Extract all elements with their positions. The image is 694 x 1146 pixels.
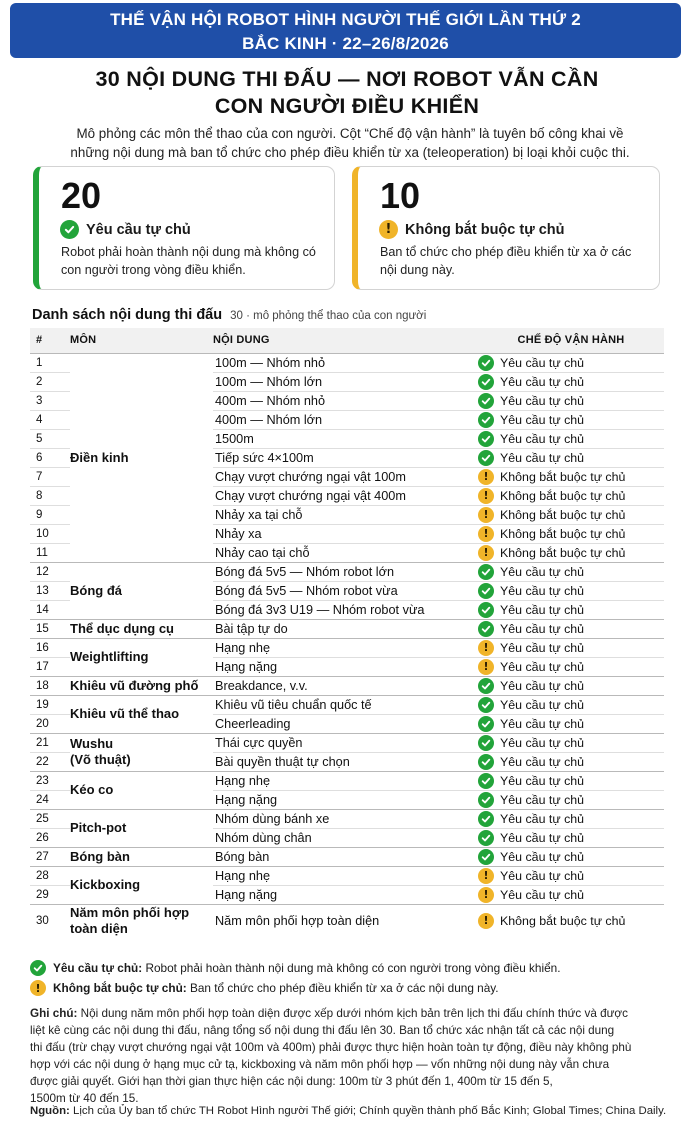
row-number: 23 xyxy=(30,771,70,790)
operation-mode xyxy=(478,676,664,695)
banner-title: THẾ VẬN HỘI ROBOT HÌNH NGƯỜI THẾ GIỚI LẦN THỨ 2 xyxy=(110,10,581,29)
operation-mode-label: Yêu cầu tự chủ xyxy=(500,868,585,883)
check-circle-icon xyxy=(478,621,494,637)
table-row xyxy=(30,695,664,714)
event-name: Năm môn phối hợp toàn diện xyxy=(213,904,478,937)
warning-circle-icon: ! xyxy=(30,980,46,996)
operation-mode-label: Không bắt buộc tự chủ xyxy=(500,545,626,560)
intro-text xyxy=(40,125,660,162)
check-circle-icon xyxy=(478,849,494,865)
operation-mode-wrap xyxy=(478,392,664,410)
event-name: Thái cực quyền xyxy=(213,733,478,752)
check-circle-icon xyxy=(478,754,494,770)
row-number: 29 xyxy=(30,885,70,904)
operation-mode-label: Yêu cầu tự chủ xyxy=(500,393,585,408)
event-name: Bóng đá 5v5 — Nhóm robot lớn xyxy=(213,562,478,581)
operation-mode-label: Yêu cầu tự chủ xyxy=(500,811,585,826)
operation-mode-wrap xyxy=(478,487,664,505)
intro-line-2: những nội dung mà ban tổ chức cho phép điều khiển từ xa (teleoperation) bị loại khỏi cuộc thi. xyxy=(70,144,630,160)
row-number: 3 xyxy=(30,391,70,410)
operation-mode xyxy=(478,695,664,714)
event-name: Nhóm dùng chân xyxy=(213,828,478,847)
table-row xyxy=(30,771,664,790)
banner-dates: BẮC KINH · 22–26/8/2026 xyxy=(242,34,449,53)
not-required-description xyxy=(380,243,650,279)
operation-mode xyxy=(478,847,664,866)
operation-mode-wrap xyxy=(478,449,664,467)
table-row xyxy=(30,676,664,695)
legend-item-autonomous xyxy=(30,958,670,978)
row-number: 13 xyxy=(30,581,70,600)
legend xyxy=(30,958,670,998)
row-number: 4 xyxy=(30,410,70,429)
row-number: 2 xyxy=(30,372,70,391)
operation-mode-wrap xyxy=(478,563,664,581)
operation-mode-wrap xyxy=(478,912,664,930)
operation-mode-wrap xyxy=(478,525,664,543)
operation-mode-label: Không bắt buộc tự chủ xyxy=(500,507,626,522)
operation-mode-label: Yêu cầu tự chủ xyxy=(500,412,585,427)
row-number: 14 xyxy=(30,600,70,619)
event-name: Bóng đá 3v3 U19 — Nhóm robot vừa xyxy=(213,600,478,619)
row-number: 7 xyxy=(30,467,70,486)
table-row xyxy=(30,733,664,752)
check-circle-icon xyxy=(60,220,79,239)
table-row xyxy=(30,562,664,581)
warning-circle-icon: ! xyxy=(478,488,494,504)
warning-circle-icon: ! xyxy=(379,220,398,239)
autonomous-desc-line-2: con người trong vòng điều khiển. xyxy=(61,263,246,277)
operation-mode xyxy=(478,809,664,828)
section-subtitle: 30 · mô phỏng thể thao của con người xyxy=(230,310,427,322)
source-label: Nguồn: xyxy=(30,1105,70,1117)
row-number: 11 xyxy=(30,543,70,562)
warning-circle-icon: ! xyxy=(478,659,494,675)
row-number: 8 xyxy=(30,486,70,505)
sport-name: Kickboxing xyxy=(70,866,213,904)
event-name: Bài tập tự do xyxy=(213,619,478,638)
header-num: # xyxy=(30,328,70,353)
event-name: Hạng nhẹ xyxy=(213,638,478,657)
operation-mode-wrap xyxy=(478,848,664,866)
event-name: Cheerleading xyxy=(213,714,478,733)
operation-mode-wrap xyxy=(478,772,664,790)
warning-circle-icon: ! xyxy=(478,545,494,561)
event-name: 400m — Nhóm nhỏ xyxy=(213,391,478,410)
note-line-1 xyxy=(30,1005,666,1022)
warning-circle-icon: ! xyxy=(478,640,494,656)
table-row xyxy=(30,866,664,885)
table-row xyxy=(30,638,664,657)
events-table xyxy=(30,328,664,937)
operation-mode-label: Yêu cầu tự chủ xyxy=(500,431,585,446)
event-name: Hạng nặng xyxy=(213,790,478,809)
operation-mode-wrap xyxy=(478,373,664,391)
operation-mode-label: Yêu cầu tự chủ xyxy=(500,564,585,579)
event-name: Bóng bàn xyxy=(213,847,478,866)
operation-mode xyxy=(478,429,664,448)
not-required-desc-line-2: nội dung này. xyxy=(380,263,455,277)
row-number: 9 xyxy=(30,505,70,524)
sport-name: Năm môn phối hợp toàn diện xyxy=(70,904,213,937)
operation-mode-wrap xyxy=(478,734,664,752)
row-number: 22 xyxy=(30,752,70,771)
warning-circle-icon: ! xyxy=(478,469,494,485)
header-sport: MÔN xyxy=(70,328,213,353)
legend-text-autonomous xyxy=(53,958,561,978)
section-title xyxy=(32,307,426,323)
operation-mode-label: Không bắt buộc tự chủ xyxy=(500,913,626,928)
note-line-4: hợp với các nội dung ở hạng mục cử tạ, kickboxing và năm môn phối hợp — vốn những nội dung này vẫn chưa xyxy=(30,1058,610,1071)
sport-name: Bóng bàn xyxy=(70,847,213,866)
check-circle-icon xyxy=(478,735,494,751)
legend-desc-autonomous: Robot phải hoàn thành nội dung mà không có con người trong vòng điều khiển. xyxy=(145,961,561,975)
not-required-heading xyxy=(379,220,565,239)
operation-mode-label: Yêu cầu tự chủ xyxy=(500,678,585,693)
operation-mode xyxy=(478,752,664,771)
event-banner xyxy=(10,3,681,58)
operation-mode-wrap xyxy=(478,506,664,524)
row-number: 25 xyxy=(30,809,70,828)
legend-label-autonomous: Yêu cầu tự chủ: xyxy=(53,961,143,975)
row-number: 5 xyxy=(30,429,70,448)
operation-mode-wrap xyxy=(478,829,664,847)
event-name: Nhảy xa tại chỗ xyxy=(213,505,478,524)
operation-mode-label: Yêu cầu tự chủ xyxy=(500,640,585,655)
operation-mode-label: Không bắt buộc tự chủ xyxy=(500,526,626,541)
table-row xyxy=(30,809,664,828)
event-name: Bài quyền thuật tự chọn xyxy=(213,752,478,771)
operation-mode xyxy=(478,505,664,524)
row-number: 17 xyxy=(30,657,70,676)
row-number: 10 xyxy=(30,524,70,543)
autonomous-desc-line-1: Robot phải hoàn thành nội dung mà không có xyxy=(61,245,316,259)
warning-circle-icon: ! xyxy=(478,887,494,903)
operation-mode-label: Yêu cầu tự chủ xyxy=(500,887,585,902)
row-number: 26 xyxy=(30,828,70,847)
operation-mode-wrap xyxy=(478,582,664,600)
check-circle-icon xyxy=(478,773,494,789)
operation-mode-wrap xyxy=(478,639,664,657)
operation-mode-wrap xyxy=(478,753,664,771)
operation-mode xyxy=(478,372,664,391)
operation-mode-wrap xyxy=(478,867,664,885)
operation-mode-wrap xyxy=(478,696,664,714)
operation-mode-label: Yêu cầu tự chủ xyxy=(500,374,585,389)
operation-mode xyxy=(478,562,664,581)
operation-mode-wrap xyxy=(478,658,664,676)
sport-name: Khiêu vũ thể thao xyxy=(70,695,213,733)
sport-name: Pitch-pot xyxy=(70,809,213,847)
check-circle-icon xyxy=(478,412,494,428)
operation-mode-label: Yêu cầu tự chủ xyxy=(500,450,585,465)
operation-mode-wrap xyxy=(478,886,664,904)
event-name: 100m — Nhóm nhỏ xyxy=(213,353,478,372)
note xyxy=(30,1005,666,1107)
table-header-row xyxy=(30,328,664,353)
check-circle-icon xyxy=(478,830,494,846)
event-name: Hạng nặng xyxy=(213,657,478,676)
event-name: Chạy vượt chướng ngại vật 400m xyxy=(213,486,478,505)
row-number: 24 xyxy=(30,790,70,809)
operation-mode-label: Yêu cầu tự chủ xyxy=(500,773,585,788)
operation-mode-label: Yêu cầu tự chủ xyxy=(500,830,585,845)
check-circle-icon xyxy=(478,792,494,808)
legend-desc-not-required: Ban tổ chức cho phép điều khiển từ xa ở các nội dung này. xyxy=(189,981,499,995)
autonomous-description xyxy=(61,243,331,279)
operation-mode-label: Yêu cầu tự chủ xyxy=(500,659,585,674)
note-line-3: thi đấu (trừ chạy vượt chướng ngại vật 100m và 400m) phải được thực hiện hoàn toàn tự động, điều này không phù xyxy=(30,1041,632,1054)
check-circle-icon xyxy=(478,393,494,409)
row-number: 30 xyxy=(30,904,70,937)
legend-label-not-required: Không bắt buộc tự chủ: xyxy=(53,981,187,995)
sport-name: Điền kinh xyxy=(70,353,213,562)
sport-name: Thể dục dụng cụ xyxy=(70,619,213,638)
header-event: NỘI DUNG xyxy=(213,328,478,353)
warning-circle-icon: ! xyxy=(478,913,494,929)
event-name: Nhảy xa xyxy=(213,524,478,543)
check-circle-icon xyxy=(478,811,494,827)
row-number: 12 xyxy=(30,562,70,581)
operation-mode-wrap xyxy=(478,430,664,448)
operation-mode xyxy=(478,619,664,638)
operation-mode-wrap xyxy=(478,601,664,619)
operation-mode xyxy=(478,904,664,937)
operation-mode xyxy=(478,467,664,486)
intro-line-1: Mô phỏng các môn thể thao của con người. Cột “Chế độ vận hành” là tuyên bố công khai về xyxy=(76,126,624,141)
event-name: Hạng nặng xyxy=(213,885,478,904)
event-name: 100m — Nhóm lớn xyxy=(213,372,478,391)
autonomous-heading-label: Yêu cầu tự chủ xyxy=(86,221,191,238)
table-row xyxy=(30,904,664,937)
operation-mode-wrap xyxy=(478,620,664,638)
check-circle-icon xyxy=(478,602,494,618)
event-name: 1500m xyxy=(213,429,478,448)
operation-mode xyxy=(478,581,664,600)
check-circle-icon xyxy=(478,697,494,713)
note-line-6: 1500m từ 40 đến 15. xyxy=(30,1092,139,1105)
event-name: 400m — Nhóm lớn xyxy=(213,410,478,429)
not-required-desc-line-1: Ban tổ chức cho phép điều khiển từ xa ở các xyxy=(380,245,632,259)
operation-mode-wrap xyxy=(478,715,664,733)
operation-mode-label: Yêu cầu tự chủ xyxy=(500,355,585,370)
operation-mode xyxy=(478,733,664,752)
legend-text-not-required xyxy=(53,978,499,998)
sport-name: Wushu (Võ thuật) xyxy=(70,733,213,771)
operation-mode xyxy=(478,410,664,429)
row-number: 28 xyxy=(30,866,70,885)
section-title-label: Danh sách nội dung thi đấu xyxy=(32,307,223,323)
event-name: Khiêu vũ tiêu chuẩn quốc tế xyxy=(213,695,478,714)
sport-name: Khiêu vũ đường phố xyxy=(70,676,213,695)
sport-name: Kéo co xyxy=(70,771,213,809)
operation-mode xyxy=(478,448,664,467)
legend-item-not-required xyxy=(30,978,670,998)
operation-mode xyxy=(478,714,664,733)
event-name: Breakdance, v.v. xyxy=(213,676,478,695)
operation-mode xyxy=(478,790,664,809)
operation-mode-label: Yêu cầu tự chủ xyxy=(500,735,585,750)
operation-mode-label: Yêu cầu tự chủ xyxy=(500,697,585,712)
row-number: 21 xyxy=(30,733,70,752)
operation-mode xyxy=(478,885,664,904)
operation-mode-wrap xyxy=(478,354,664,372)
operation-mode xyxy=(478,391,664,410)
operation-mode-wrap xyxy=(478,791,664,809)
check-circle-icon xyxy=(478,431,494,447)
operation-mode xyxy=(478,828,664,847)
table-row xyxy=(30,619,664,638)
page-title-line-2: CON NGƯỜI ĐIỀU KHIỂN xyxy=(214,94,480,118)
warning-circle-icon: ! xyxy=(478,868,494,884)
not-required-heading-label: Không bắt buộc tự chủ xyxy=(405,221,565,238)
sport-name: Weightlifting xyxy=(70,638,213,676)
operation-mode xyxy=(478,771,664,790)
row-number: 18 xyxy=(30,676,70,695)
event-name: Chạy vượt chướng ngại vật 100m xyxy=(213,467,478,486)
operation-mode-label: Yêu cầu tự chủ xyxy=(500,716,585,731)
sport-name: Bóng đá xyxy=(70,562,213,619)
operation-mode xyxy=(478,524,664,543)
event-name: Hạng nhẹ xyxy=(213,866,478,885)
operation-mode-label: Không bắt buộc tự chủ xyxy=(500,488,626,503)
source-text: Lịch của Ủy ban tổ chức TH Robot Hình người Thế giới; Chính quyền thành phố Bắc Kinh; Global Times; China Daily. xyxy=(73,1105,667,1117)
note-line-5: được giải quyết. Giới hạn thời gian thực hiện các nội dung: 100m từ 3 phút đến 1, 400m từ 15 đến 5, xyxy=(30,1075,553,1088)
operation-mode-label: Yêu cầu tự chủ xyxy=(500,583,585,598)
row-number: 19 xyxy=(30,695,70,714)
check-circle-icon xyxy=(478,450,494,466)
events-table-body xyxy=(30,353,664,937)
row-number: 15 xyxy=(30,619,70,638)
check-circle-icon xyxy=(478,716,494,732)
operation-mode-label: Không bắt buộc tự chủ xyxy=(500,469,626,484)
row-number: 20 xyxy=(30,714,70,733)
warning-circle-icon: ! xyxy=(478,526,494,542)
warning-circle-icon: ! xyxy=(478,507,494,523)
event-name: Nhóm dùng bánh xe xyxy=(213,809,478,828)
row-number: 27 xyxy=(30,847,70,866)
operation-mode-wrap xyxy=(478,544,664,562)
operation-mode xyxy=(478,600,664,619)
check-circle-icon xyxy=(30,960,46,976)
operation-mode-wrap xyxy=(478,810,664,828)
row-number: 1 xyxy=(30,353,70,372)
check-circle-icon xyxy=(478,564,494,580)
check-circle-icon xyxy=(478,583,494,599)
summary-card-autonomous xyxy=(33,166,335,290)
row-number: 16 xyxy=(30,638,70,657)
page-title-line-1: 30 NỘI DUNG THI ĐẤU — NƠI ROBOT VẪN CẦN xyxy=(95,67,599,91)
note-text-1: Nội dung năm môn phối hợp toàn diện được xếp dưới nhóm kịch bản trên lịch thi đấu chính thức và được xyxy=(80,1007,628,1020)
autonomous-heading xyxy=(60,220,191,239)
event-name: Hạng nhẹ xyxy=(213,771,478,790)
operation-mode-label: Yêu cầu tự chủ xyxy=(500,792,585,807)
autonomous-count: 20 xyxy=(61,175,102,216)
operation-mode xyxy=(478,543,664,562)
page-title xyxy=(0,66,694,120)
event-name: Tiếp sức 4×100m xyxy=(213,448,478,467)
source xyxy=(30,1103,680,1120)
not-required-count: 10 xyxy=(380,175,421,216)
check-circle-icon xyxy=(478,374,494,390)
operation-mode-label: Yêu cầu tự chủ xyxy=(500,849,585,864)
operation-mode xyxy=(478,657,664,676)
event-name: Nhảy cao tại chỗ xyxy=(213,543,478,562)
operation-mode-wrap xyxy=(478,468,664,486)
operation-mode-wrap xyxy=(478,677,664,695)
header-mode: CHẾ ĐỘ VẬN HÀNH xyxy=(478,328,664,353)
summary-card-not-required xyxy=(352,166,660,290)
table-row xyxy=(30,353,664,372)
operation-mode xyxy=(478,638,664,657)
row-number: 6 xyxy=(30,448,70,467)
check-circle-icon xyxy=(478,678,494,694)
operation-mode xyxy=(478,486,664,505)
operation-mode-label: Yêu cầu tự chủ xyxy=(500,754,585,769)
table-row xyxy=(30,847,664,866)
operation-mode-label: Yêu cầu tự chủ xyxy=(500,602,585,617)
operation-mode xyxy=(478,866,664,885)
check-circle-icon xyxy=(478,355,494,371)
operation-mode-wrap xyxy=(478,411,664,429)
operation-mode-label: Yêu cầu tự chủ xyxy=(500,621,585,636)
note-label: Ghi chú: xyxy=(30,1007,78,1020)
event-name: Bóng đá 5v5 — Nhóm robot vừa xyxy=(213,581,478,600)
operation-mode xyxy=(478,353,664,372)
note-line-2: liệt kê cùng các nội dung thi đấu, nâng tổng số nội dung thi đấu lên 30. Ban tổ chức xác nhận tất cả các nội dung xyxy=(30,1024,615,1037)
